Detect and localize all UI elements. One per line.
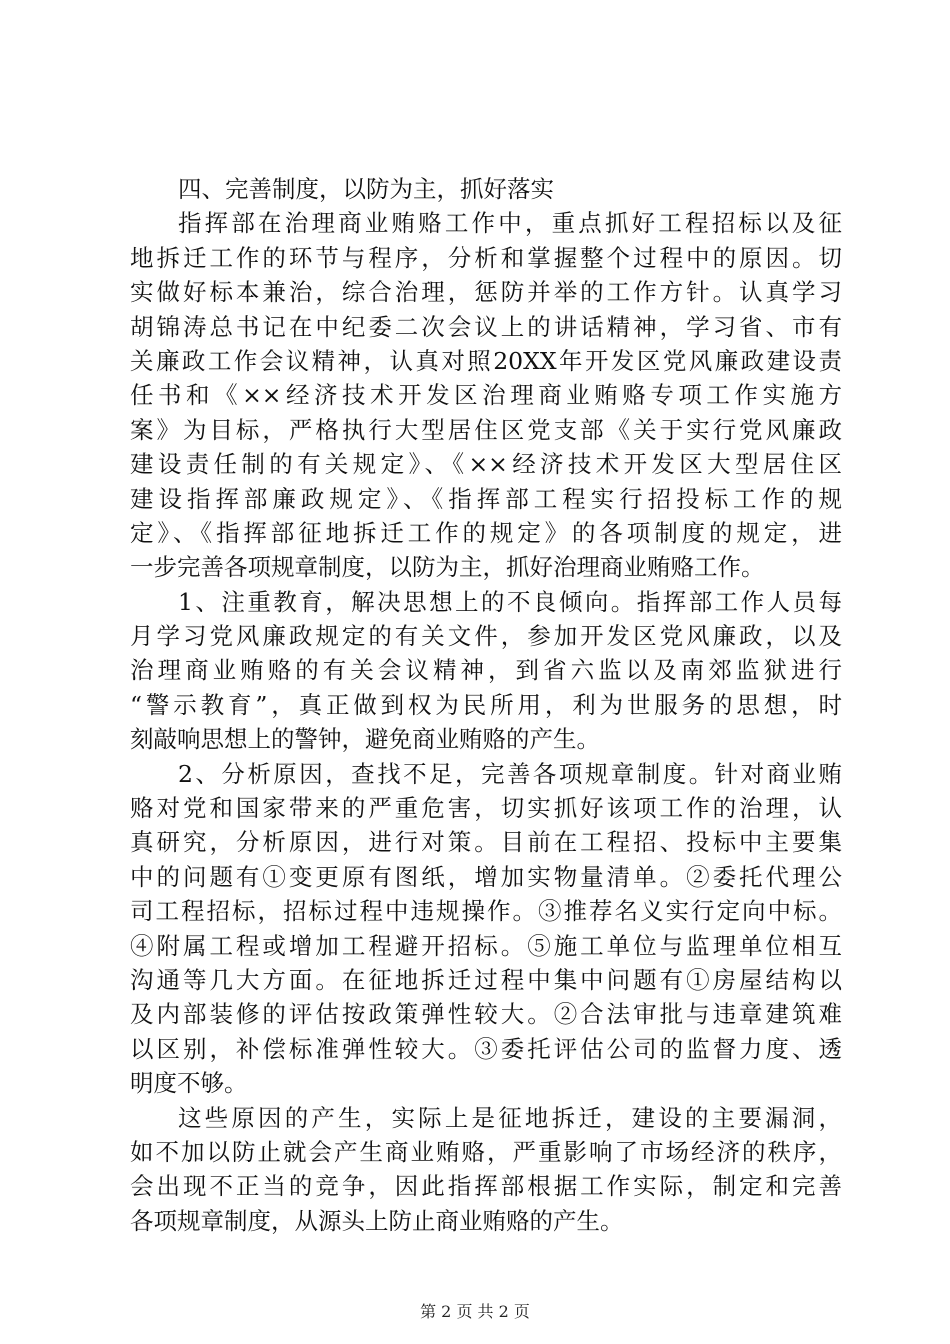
paragraph-line: 以区别，补偿标准弹性较大。③委托评估公司的监督力度、透: [130, 1034, 842, 1063]
section-heading: 四、完善制度，以防为主，抓好落实: [178, 175, 554, 203]
paragraph-line: 如不加以防止就会产生商业贿赂，严重影响了市场经济的秩序，: [130, 1137, 842, 1166]
paragraph-line: 实做好标本兼治，综合治理，惩防并举的工作方针。认真学习: [130, 278, 842, 307]
paragraph-line: 会出现不正当的竞争，因此指挥部根据工作实际，制定和完善: [130, 1172, 842, 1201]
paragraph-line: 司工程招标，招标过程中违规操作。③推荐名义实行定向中标。: [130, 897, 842, 926]
paragraph-line: 中的问题有①变更原有图纸，增加实物量清单。②委托代理公: [130, 862, 842, 891]
paragraph-line: 各项规章制度，从源头上防止商业贿赂的产生。: [130, 1206, 624, 1235]
paragraph-line: 定》、《指挥部征地拆迁工作的规定》的各项制度的规定，进: [130, 518, 842, 547]
paragraph-line: 建设指挥部廉政规定》、《指挥部工程实行招投标工作的规: [130, 484, 842, 513]
paragraph-line: 及内部装修的评估按政策弹性较大。②合法审批与违章建筑难: [130, 1000, 842, 1029]
paragraph-line: 案》为目标，严格执行大型居住区党支部《关于实行党风廉政: [130, 415, 842, 444]
page-footer: [0, 1302, 950, 1322]
paragraph-line: 2、分析原因，查找不足，完善各项规章制度。针对商业贿: [178, 759, 842, 788]
paragraph-line: 赂对党和国家带来的严重危害，切实抓好该项工作的治理，认: [130, 794, 842, 823]
paragraph-line: ④附属工程或增加工程避开招标。⑤施工单位与监理单位相互: [130, 931, 842, 960]
paragraph-line: 这些原因的产生，实际上是征地拆迁，建设的主要漏洞，: [178, 1103, 842, 1132]
paragraph-line: 月学习党风廉政规定的有关文件，参加开发区党风廉政，以及: [130, 622, 842, 651]
paragraph-line: 指挥部在治理商业贿赂工作中，重点抓好工程招标以及征: [178, 209, 842, 238]
page-number: 第 2 页 共 2 页: [420, 1302, 530, 1321]
paragraph-line: 任书和《××经济技术开发区治理商业贿赂专项工作实施方: [130, 381, 842, 410]
paragraph-line: 1、注重教育，解决思想上的不良倾向。指挥部工作人员每: [178, 587, 842, 616]
paragraph-line: 胡锦涛总书记在中纪委二次会议上的讲话精神，学习省、市有: [130, 312, 842, 341]
paragraph-line: 关廉政工作会议精神，认真对照20XX年开发区党风廉政建设责: [130, 346, 842, 375]
paragraph-line: 真研究，分析原因，进行对策。目前在工程招、投标中主要集: [130, 828, 842, 857]
paragraph-line: 刻敲响思想上的警钟，避免商业贿赂的产生。: [130, 725, 600, 754]
paragraph-line: 一步完善各项规章制度，以防为主，抓好治理商业贿赂工作。: [130, 553, 765, 582]
paragraph-line: 建设责任制的有关规定》、《××经济技术开发区大型居住区: [130, 450, 842, 479]
document-body: [130, 172, 842, 1238]
paragraph-line: 治理商业贿赂的有关会议精神，到省六监以及南郊监狱进行: [130, 656, 842, 685]
paragraph-line: 明度不够。: [130, 1069, 248, 1098]
paragraph-line: “警示教育”，真正做到权为民所用，利为世服务的思想，时: [130, 690, 842, 719]
paragraph-line: 地拆迁工作的环节与程序，分析和掌握整个过程中的原因。切: [130, 243, 842, 272]
paragraph-line: 沟通等几大方面。在征地拆迁过程中集中问题有①房屋结构以: [130, 965, 842, 994]
